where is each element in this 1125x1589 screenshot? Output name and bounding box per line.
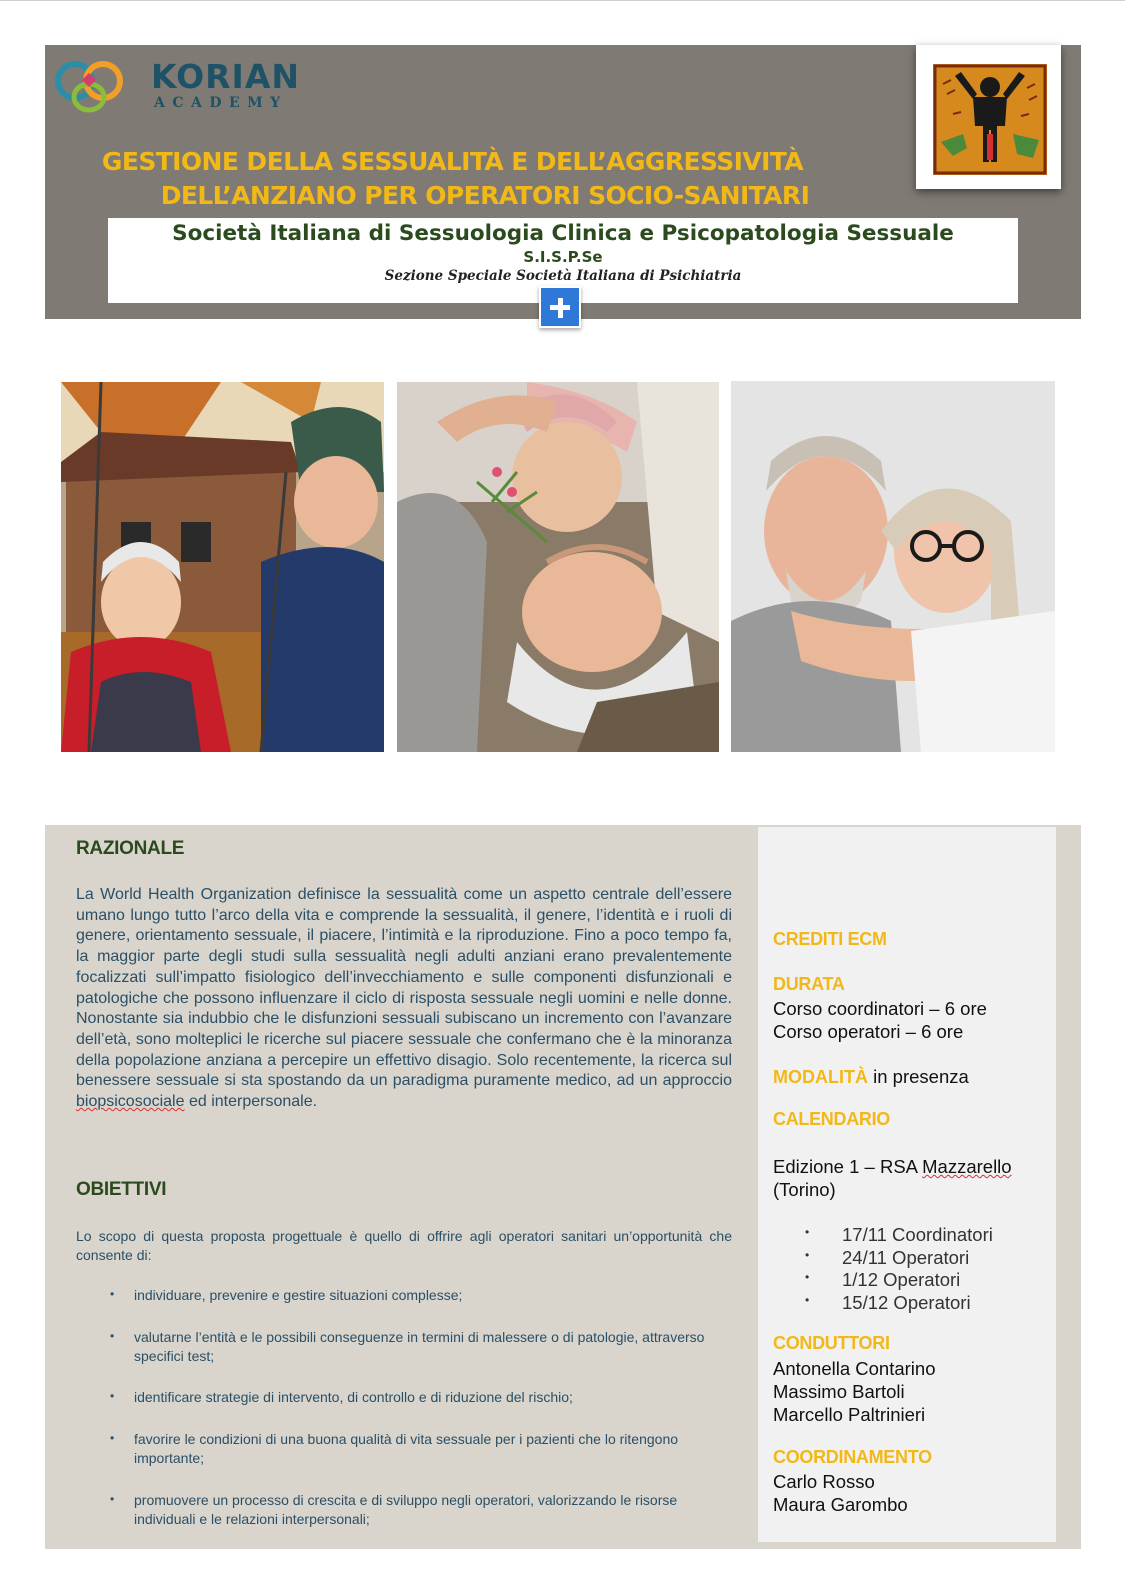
- conduttore-name: Marcello Paltrinieri: [773, 1404, 926, 1425]
- plus-icon[interactable]: [539, 286, 581, 328]
- korian-logo-icon: [51, 55, 131, 115]
- misspelled-word: biopsicosociale: [76, 1093, 185, 1111]
- list-item: • valutarne l’entità e le possibili conseguenze in termini di malessere o di patologie, attraverso specifici test;: [110, 1329, 705, 1364]
- conduttore-name: Massimo Bartoli: [773, 1381, 905, 1402]
- calendar-date: • 17/11 Coordinatori: [805, 1223, 993, 1246]
- durata-heading: DURATA: [773, 974, 845, 994]
- list-item: • promuovere un processo di crescita e di sviluppo negli operatori, valorizzando le risorse individuali e le relazioni interpersonali;: [110, 1492, 678, 1527]
- edizione-place: Mazzarello: [922, 1156, 1012, 1177]
- bullet-icon: •: [110, 1431, 115, 1445]
- bullet-icon: •: [805, 1293, 810, 1307]
- logo-name: KORIAN: [151, 57, 300, 96]
- razionale-heading: RAZIONALE: [76, 838, 185, 859]
- list-item: • individuare, prevenire e gestire situazioni complesse;: [110, 1287, 463, 1303]
- society-name: Società Italiana di Sessuologia Clinica e Psicopatologia Sessuale: [172, 221, 954, 246]
- photo-3-image: [731, 381, 1055, 752]
- title-line-1: GESTIONE DELLA SESSUALITÀ E DELL’AGGRESSIVITÀ: [101, 147, 804, 176]
- header-banner: [45, 45, 1081, 319]
- society-abbreviation: S.I.S.P.Se: [523, 248, 603, 266]
- title-line-2: DELL’ANZIANO PER OPERATORI SOCIO-SANITARI: [160, 181, 810, 210]
- photo-2-image: [397, 382, 719, 752]
- obiettivi-heading: OBIETTIVI: [76, 1179, 167, 1200]
- bullet-icon: •: [805, 1270, 810, 1284]
- conduttori-heading: CONDUTTORI: [773, 1333, 890, 1353]
- course-title: [45, 145, 925, 213]
- couple-on-swing-photo: [61, 382, 384, 752]
- conduttore-name: Antonella Contarino: [773, 1358, 936, 1379]
- dancing-figure-icon: [933, 64, 1047, 175]
- calendario-heading: CALENDARIO: [773, 1109, 890, 1129]
- coordinamento-heading: COORDINAMENTO: [773, 1447, 932, 1467]
- razionale-end: ed interpersonale.: [184, 1093, 318, 1111]
- couple-embracing-photo: [731, 381, 1055, 752]
- razionale-body: La World Health Organization definisce la sessualità come un aspetto centrale dell’essere umano lungo tutto l’arco della vita e comprende la sessualità, il genere, l’identità e i ruoli di genere, orientamento sessuale, il piacere, l’intimità e la riproduzione. Fino a poco tempo fa, la maggior parte degli studi sulla sessualità negli adulti anziani erano prevalentemente focalizzati sull’impatto fisiologico dell’invecchiamento e sulle componenti disfunzionali e patologiche che possono influenzare il ciclo di risposta sessuale negli uomini e nelle donne. Nonostante sia indubbio che le disfunzioni sessuali subiscano un incremento con l’avanzare dell’età, sono molteplici le ricerche sul piacere sessuale che confermano che è la minoranza della popolazione anziana a percepire un effettivo disagio. Solo recentemente, la ricerca sul benessere sessuale si sta spostando da un paradigma puramente medico, ad un approccio: [76, 886, 732, 1090]
- coordinatore-name: Maura Garombo: [773, 1494, 908, 1515]
- edizione-line: [773, 1155, 1012, 1178]
- modalita-value: in presenza: [867, 1066, 969, 1087]
- crediti-heading: CREDITI ECM: [773, 929, 887, 949]
- couple-with-flower-photo: [397, 382, 719, 752]
- korian-academy-logo: [51, 55, 351, 115]
- bullet-icon: •: [805, 1225, 810, 1239]
- calendar-date: • 1/12 Operatori: [805, 1268, 960, 1291]
- calendar-date: • 15/12 Operatori: [805, 1291, 971, 1314]
- top-border-line: [0, 0, 1125, 1]
- list-item: • identificare strategie di intervento, di controllo e di riduzione del rischio;: [110, 1389, 573, 1405]
- durata-item: Corso operatori – 6 ore: [773, 1021, 964, 1042]
- bullet-icon: •: [110, 1287, 115, 1301]
- list-item: • favorire le condizioni di una buona qualità di vita sessuale per i pazienti che lo ritengono importante;: [110, 1431, 679, 1466]
- photo-1-image: [61, 382, 384, 752]
- bullet-icon: •: [110, 1389, 115, 1403]
- durata-item: Corso coordinatori – 6 ore: [773, 998, 987, 1019]
- bullet-icon: •: [110, 1329, 115, 1343]
- bullet-icon: •: [110, 1492, 115, 1506]
- modalita-heading: MODALITÀ: [773, 1067, 868, 1087]
- edizione-prefix: Edizione 1 – RSA: [773, 1156, 923, 1177]
- obiettivi-intro: Lo scopo di questa proposta progettuale è quello di offrire agli operatori sanitari un’opportunità che consente di:: [76, 1228, 732, 1263]
- society-section: Sezione Speciale Società Italiana di Psichiatria: [384, 268, 742, 284]
- razionale-text: [76, 885, 732, 1113]
- bullet-icon: •: [805, 1248, 810, 1262]
- modalita-line: [773, 1065, 969, 1089]
- logo-subtitle: ACADEMY: [154, 95, 288, 111]
- coordinatore-name: Carlo Rosso: [773, 1471, 875, 1492]
- edizione-city: (Torino): [773, 1179, 836, 1200]
- calendar-date: • 24/11 Operatori: [805, 1246, 969, 1269]
- haring-artwork: [916, 45, 1061, 189]
